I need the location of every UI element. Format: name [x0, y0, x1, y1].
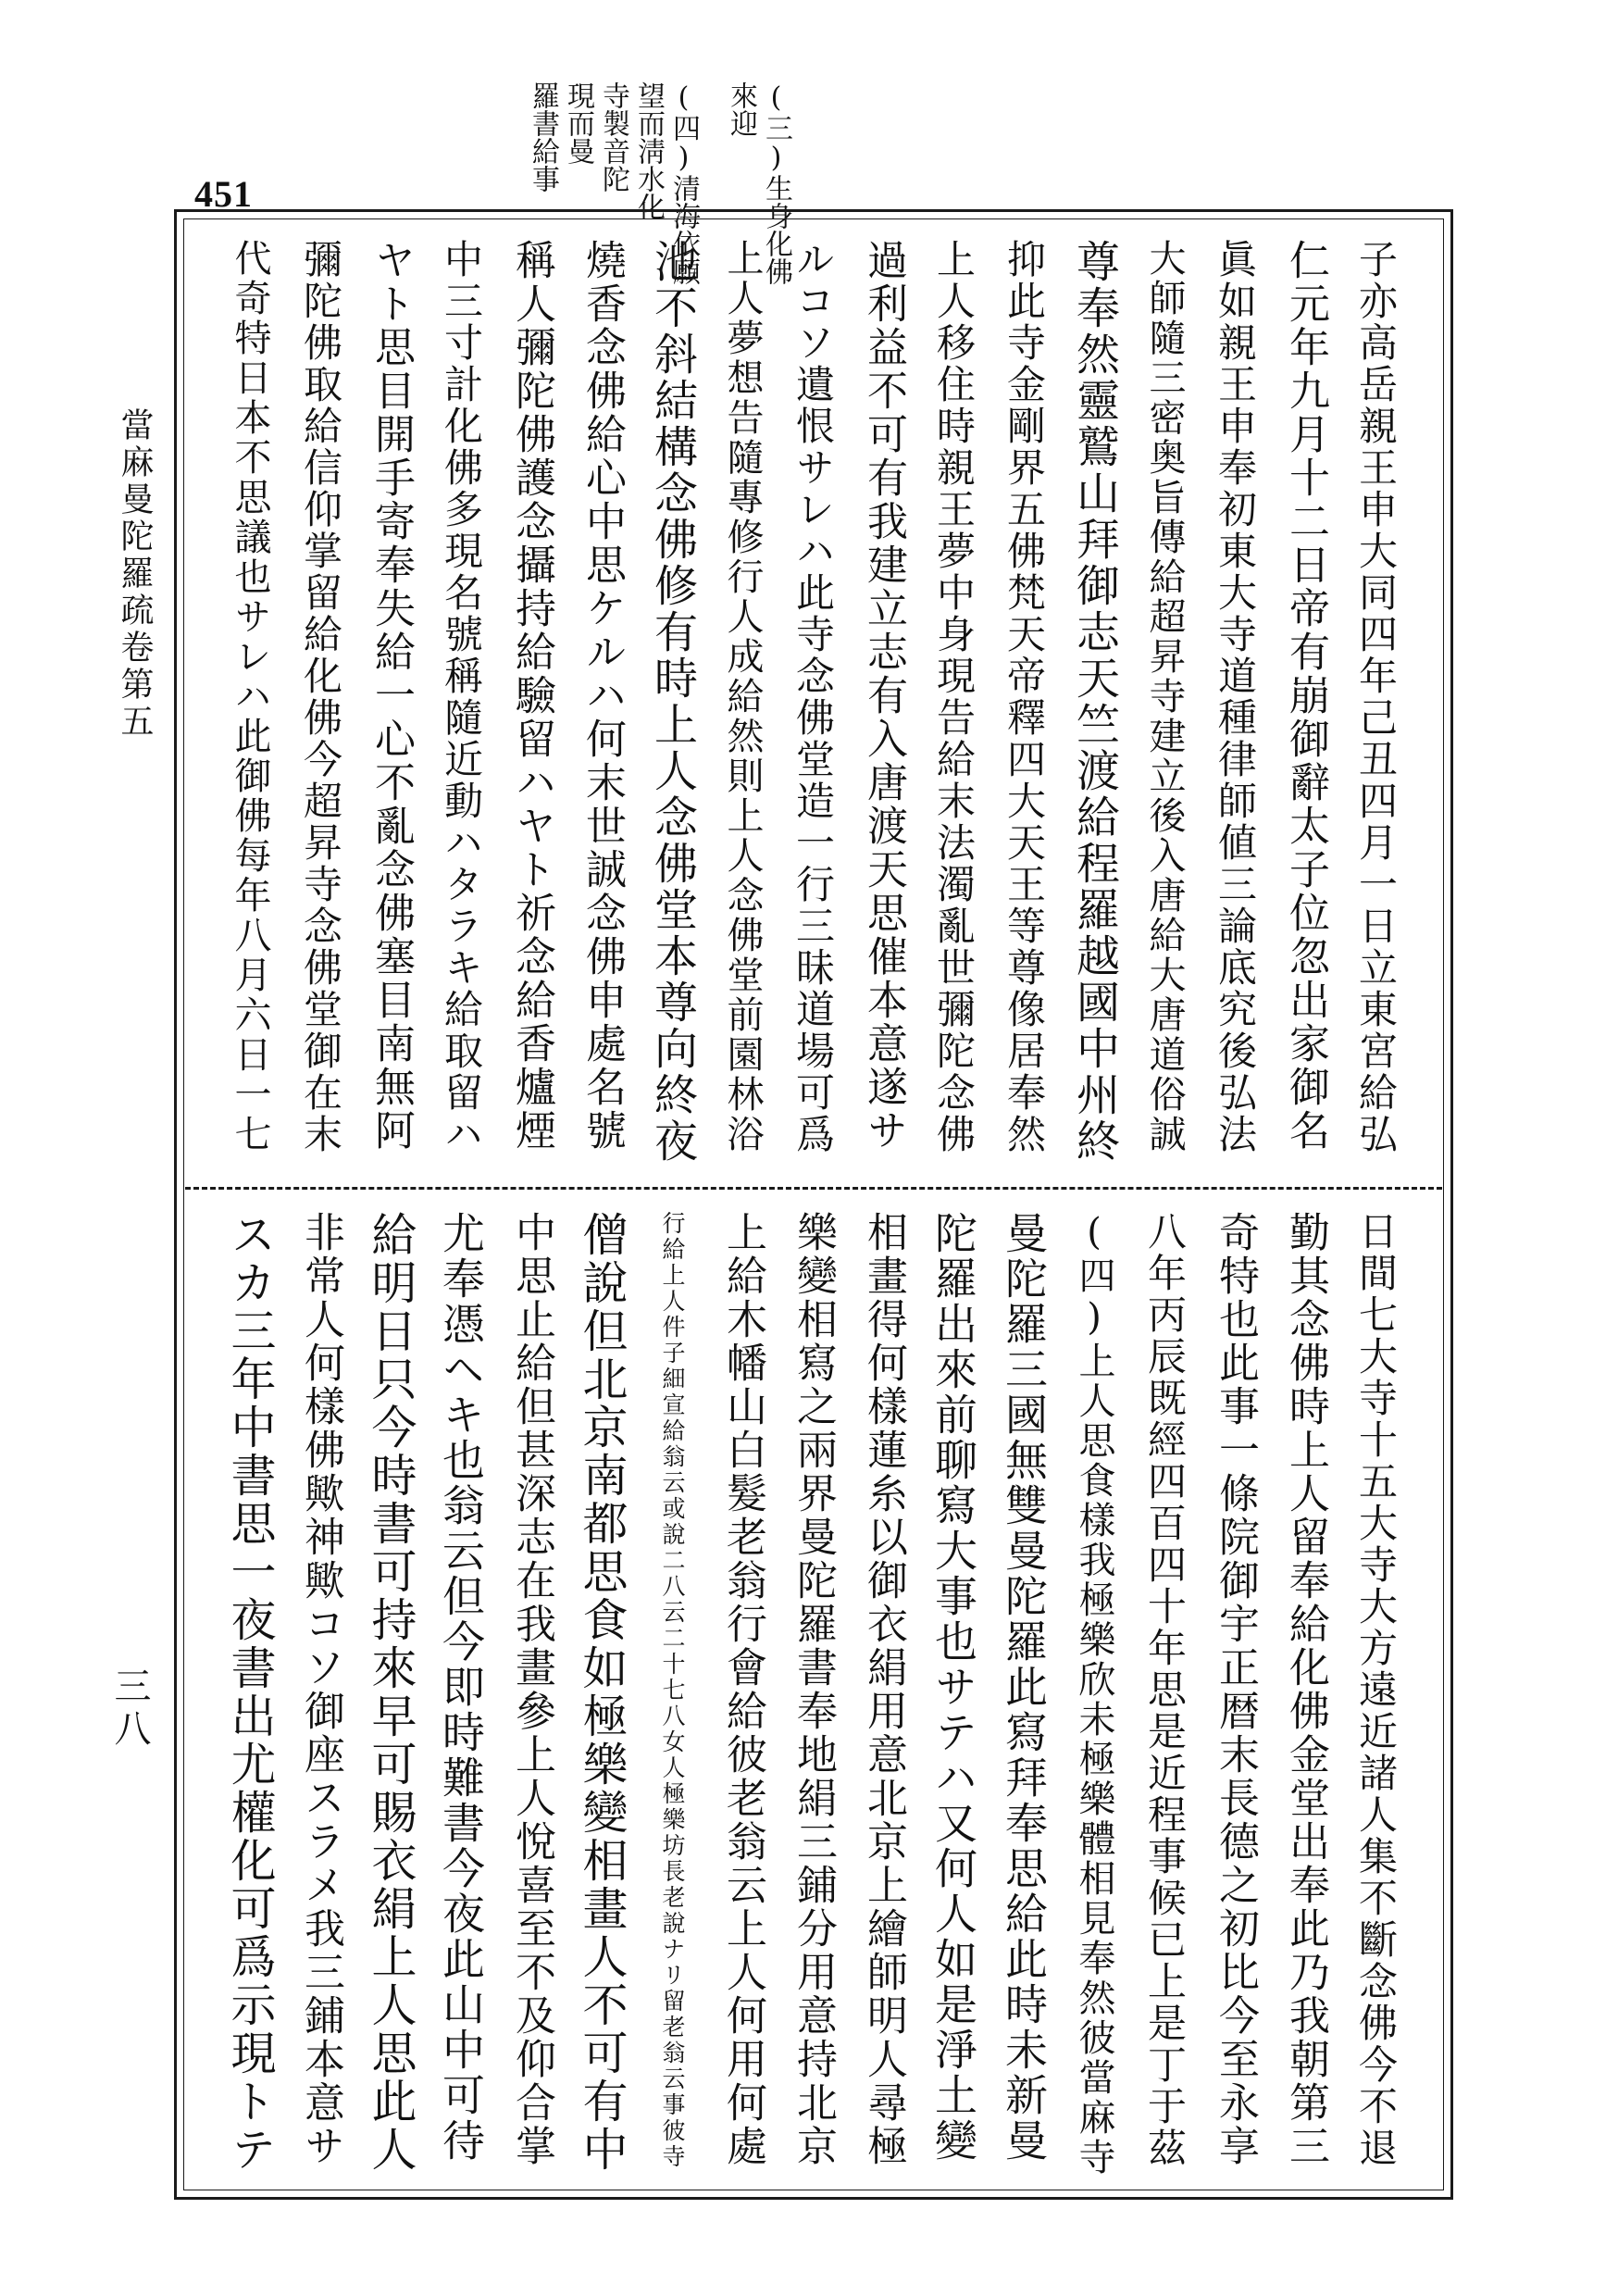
text-column: 日間七大寺十五大寺大方遠近諸人集不斷念佛今不退	[1353, 1211, 1399, 2169]
text-column: 勤其念佛時上人留奉給化佛金堂出奉此乃我朝第三	[1282, 1211, 1329, 2168]
text-column: 行給上人件子細宣給翁云或說二八云二十七八女人極樂坊長老說ナリ留老翁云事彼寺	[659, 1211, 686, 2170]
text-column: 中三寸計化佛多現名號稱隨近動ハタラキ給取留ハ	[439, 239, 484, 1155]
header-note-line: (四)清海依願	[667, 81, 700, 285]
text-column: 樂變相寫之兩界曼陀羅書奉地絹三鋪分用意持北京	[790, 1211, 837, 2168]
text-column: 尊奉然靈鷲山拜御志天竺渡給程羅越國中州終	[1069, 239, 1120, 1165]
text-column: (四)上人思食樣我極樂欣未極樂體相見奉然彼當麻寺	[1073, 1211, 1115, 2177]
text-column: 仁元年九月十二日帝有崩御辭太子位忽出家御名	[1282, 239, 1329, 1153]
text-column: 給明日只今時書可持來早可賜衣絹上人思此人	[365, 1211, 417, 2174]
text-column: 池不斜結構念佛修有時上人念佛堂本尊向終夜	[647, 239, 698, 1165]
text-column: 曼陀羅三國無雙曼陀羅此寫拜奉思給此時未新曼	[999, 1211, 1049, 2164]
text-column: 代奇特日本不思議也サレハ此御佛每年八月六日一七	[229, 239, 271, 1154]
text-column: ルコソ遺恨サレハ此寺念佛堂造一行三昧道場可爲	[790, 239, 836, 1155]
text-column: 彌陀佛取給信仰掌留給化佛今超昇寺念佛堂御在末	[298, 239, 343, 1155]
header-note-line: 寺製音陀	[597, 81, 629, 193]
text-column: 過利益不可有我建立志有入唐渡天思催本意遂サ	[860, 239, 907, 1153]
text-column: 陀羅出來前聊寫大事也サテハ又何人如是淨土變	[928, 1211, 978, 2164]
header-note-line: (三)生身化佛	[760, 81, 792, 285]
text-column: 僧說但北京南都思食如極樂變相畫人不可有中	[576, 1211, 629, 2174]
text-column: 抑此寺金剛界五佛梵天帝釋四大天王等尊像居奉然	[1002, 239, 1047, 1155]
text-column: 眞如親王申奉初東大寺道種律師値三論底究後弘法	[1213, 239, 1258, 1155]
header-note-line: 羅書給事	[527, 81, 559, 193]
header-note-line: 望而淸水化	[632, 81, 665, 220]
text-column: 上人移住時親王夢中身現告給末法濁亂世彌陀念佛	[931, 239, 977, 1155]
text-column: 八年丙辰既經四百四十年思是近程事候已上是丁于茲	[1142, 1211, 1188, 2169]
page-number: 451	[194, 173, 253, 215]
text-column: 稱人彌陀佛護念攝持給驗留ハヤト祈念給香爐煙	[508, 239, 555, 1153]
margin-page-number: 三八	[108, 1666, 151, 1752]
text-column: 尤奉憑ヘキ也翁云但今即時難書今夜此山中可待	[436, 1211, 486, 2164]
text-column: 上給木幡山白髮老翁行會給彼老翁云上人何用何處	[719, 1211, 766, 2168]
header-note-line: 來迎	[725, 81, 757, 137]
header-note-line: 現而曼	[562, 81, 594, 165]
text-column: 相畫得何樣蓮糸以御衣絹用意北京上繪師明人尋極	[860, 1211, 907, 2168]
text-column: スカ三年中書思一夜書出尤權化可爲示現トテ	[224, 1211, 277, 2174]
text-column: 燒香念佛給心中思ケルハ何末世誠念佛申處名號	[579, 239, 626, 1153]
text-column: 子亦高岳親王申大同四年己丑四月一日立東宮給弘	[1353, 239, 1399, 1155]
text-column: ヤト思目開手寄奉失給一心不亂念佛塞目南無阿	[367, 239, 415, 1153]
margin-book-title: 當麻曼陀羅疏卷第五	[116, 407, 154, 741]
text-column: 大師隨三密奥旨傳給超昇寺建立後入唐給大唐道俗誠	[1143, 239, 1186, 1154]
section-divider	[185, 1187, 1442, 1190]
text-column: 非常人何樣佛歟神歟コソ御座スラメ我三鋪本意サ	[297, 1211, 344, 2168]
text-column: 上人夢想告隨專修行人成給然則上人念佛堂前園林浴	[721, 239, 764, 1154]
text-column: 奇特也此事一條院御宇正暦末長德之初比今至永享	[1212, 1211, 1259, 2168]
header-notes	[514, 81, 792, 285]
text-column: 中思止給但甚深志在我畫參上人悅喜至不及仰合掌	[508, 1211, 555, 2168]
